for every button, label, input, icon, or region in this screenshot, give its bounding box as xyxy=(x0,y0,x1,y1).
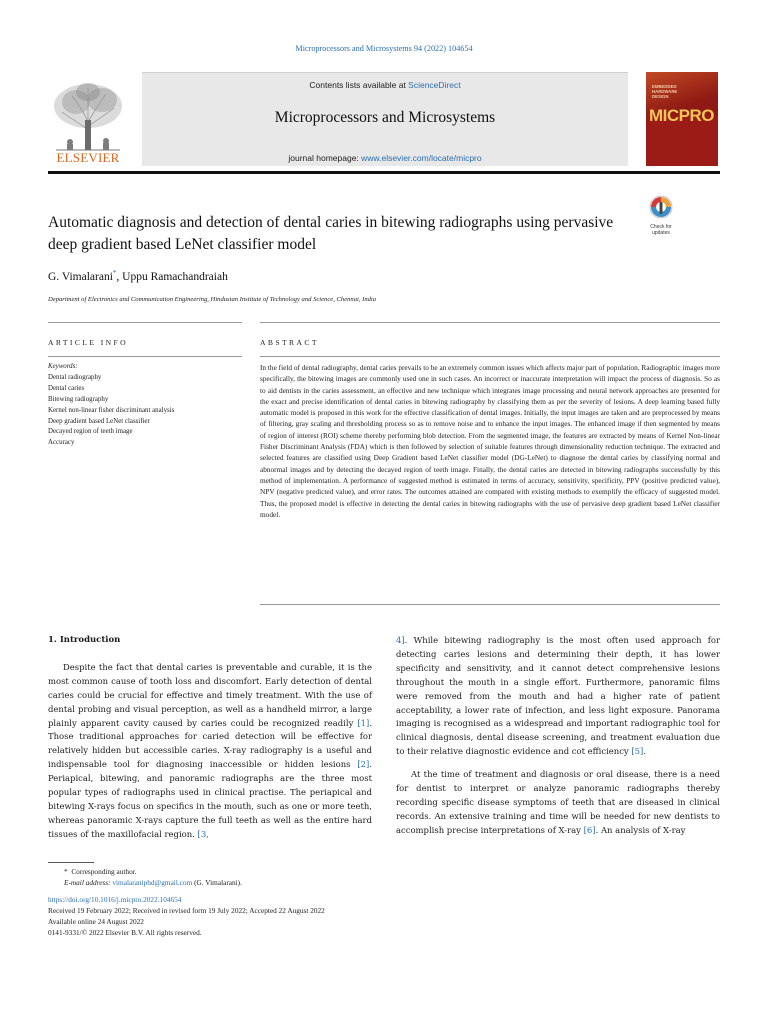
crossmark-label: Check for updates xyxy=(650,224,672,236)
email-label: E-mail address: xyxy=(64,878,113,887)
citation-link-5[interactable]: [5] xyxy=(631,746,644,757)
text-run: Despite the fact that dental caries is preventable and curable, it is the most common cause of tooth loss and discomfort. Early detection of dental caries could be crucial for effective and timely treatment. With the use of dental probing and visual perception, as well as a handheld mirror, a large plainly apparent cavity caused by caries could be recognized readily xyxy=(48,661,372,728)
footnote-rule xyxy=(48,862,94,863)
keywords-block xyxy=(48,362,242,449)
available-online: Available online 24 August 2022 xyxy=(48,917,144,926)
contents-line xyxy=(142,80,628,90)
homepage-prefix: journal homepage: xyxy=(288,153,362,163)
author-list xyxy=(48,269,228,283)
keywords-label: Keywords: xyxy=(48,363,78,370)
journal-masthead xyxy=(48,72,720,166)
body-paragraph xyxy=(396,634,720,759)
homepage-line xyxy=(142,153,628,163)
article-info-top-rule xyxy=(48,322,242,323)
section-heading-introduction: 1. Introduction xyxy=(48,635,121,645)
text-run: . While bitewing radiography is the most often used approach for detecting caries lesions and determining their depth, it has lower specificity and sensitivity, and it cannot detect comprehensive lesions throughout the mouth in a single effort. Furthermore, panoramic films were removed from the mouth and had a higher rate of patient acceptability, a lower rate of infection, and less light exposure. Panorama imaging is recognised as a widespread and important radiographic tool for clinical diagnosis, dental disease screening, and treatment evaluation due to their relative diagnostic evidence and cot efficiency xyxy=(396,635,720,757)
citation-link-3[interactable]: [3, xyxy=(197,828,209,839)
footnote-text: Corresponding author. xyxy=(71,867,137,876)
received-dates: Received 19 February 2022; Received in revised form 19 July 2022; Accepted 22 August 2022 xyxy=(48,906,325,915)
publisher-wordmark: ELSEVIER xyxy=(56,150,120,165)
footnote-mark: * xyxy=(64,867,68,876)
email-link[interactable]: vimalaraniphd@gmail.com xyxy=(112,878,193,887)
article-info-under-rule xyxy=(48,356,242,357)
body-paragraph xyxy=(48,661,372,842)
abstract-under-rule xyxy=(260,356,720,357)
abstract-text: In the field of dental radiography, dental caries prevails to be an extremely common issues which affects major part of population. Radiographic images more specifically, the bitewing images are commonly used one in such cases. An incorrect or inaccurate interpretation will impact the process of diagnosis. So as to aid dentists in the caries assessment, an effective and new technique which integrates image processing and neural network approaches are presented for the exact and precise identification of dental caries in bitewing radiography by classifying them as per the severity of lesions. A deep learning based fully automatic model is proposed in this work for the effective classification of dental images. Initially, the input images are taken and are preprocessed by means of filtering, gray scaling and thresholding process so as to remove noise and to enhance the input images. The enhanced image if then segmented by means of region of interest (ROI) scheme thereby performing blob detection. From the segmented image, the features are extracted by means of Kernel Non-linear Fisher Discriminant Analysis (FDA) which is then followed by selection of suitable features through dimensionality reduction technique. The extracted and selected features are classified using Deep Gradient based LeNet classifier model (DG-LeNet) to diagnose the dental caries by classifying normal and abnormal images and by detecting the decayed region of teeth image. Finally, the dental caries are detected in bitewing radiographs successfully by this method of implementation. A performance of suggested method is estimated in terms of accuracy, sensitivity, specificity, PPV (positive predicted value), NPV (negative predicted value), and error rates. The outcomes attained are compared with existing methods to exemplify the efficacy of suggested model. Thus, the proposed model is effective in detecting the dental caries in bitewing radiographs with the use of pervasive deep gradient based LeNet classifier model. xyxy=(260,363,720,519)
contents-prefix: Contents lists available at xyxy=(309,80,409,90)
author-ramachandraiah: , Uppu Ramachandraiah xyxy=(116,270,228,283)
doi-link[interactable]: https://doi.org/10.1016/j.micpro.2022.104654 xyxy=(48,895,182,904)
author-affiliation: Department of Electronics and Communication Engineering, Hindustan Institute of Technology and Science, Chennai, India xyxy=(48,296,377,303)
corresponding-author-note xyxy=(48,866,728,877)
text-run: At the time of treatment and diagnosis or oral disease, there is a need for dentist to interpret or analyze panoramic radiographs thereby recording specific disease symptoms of teeth that are diseased in clinical records. An extensive training and time will be needed for new dentists to accomplish precise interpretations of X-ray xyxy=(396,769,720,835)
journal-name: Microprocessors and Microsystems xyxy=(274,109,496,126)
citation-link-1[interactable]: [1] xyxy=(357,717,370,728)
crossmark-icon xyxy=(649,195,673,221)
body-paragraph xyxy=(396,768,720,838)
copyright-line: 0141-9331/© 2022 Elsevier B.V. All rights reserved. xyxy=(48,928,202,937)
abstract-bottom-rule xyxy=(260,604,720,605)
text-run: . An analysis of X-ray xyxy=(595,824,686,835)
header-divider xyxy=(48,171,720,174)
abstract-heading: ABSTRACT xyxy=(260,338,319,347)
body-column-left xyxy=(48,634,372,842)
keyword-item: Dental radiography xyxy=(48,373,102,381)
article-info-heading: ARTICLE INFO xyxy=(48,338,129,347)
cover-title: MICPRO xyxy=(649,106,714,125)
abstract-top-rule xyxy=(260,322,720,323)
citation-link-6[interactable]: [6] xyxy=(583,824,596,835)
citation-link-2[interactable]: [2] xyxy=(357,759,370,770)
footnotes-block xyxy=(48,866,728,938)
keyword-item: Deep gradient based LeNet classifier xyxy=(48,417,150,425)
keyword-item: Bitewing radiography xyxy=(48,395,109,403)
text-run: . Periapical, bitewing, and panoramic radiographs are the three most popular types of radiographs used in clinical practise. The periapical and bitewing X-rays focus on specifics in the mouth, such as one or more teeth, whereas panoramic X-rays capture the full teeth as well as the entire hard tissues of the maxillofacial region. xyxy=(48,759,372,839)
citation-link-4[interactable]: 4] xyxy=(396,635,405,645)
author-vimalarani: G. Vimalarani xyxy=(48,270,113,283)
journal-cover-thumbnail[interactable] xyxy=(646,72,718,166)
homepage-link[interactable]: www.elsevier.com/locate/micpro xyxy=(361,153,482,163)
journal-reference[interactable]: Microprocessors and Microsystems 94 (2022) 104654 xyxy=(295,44,473,53)
email-owner: (G. Vimalarani). xyxy=(192,878,242,887)
sciencedirect-link[interactable]: ScienceDirect xyxy=(408,80,461,90)
journal-info-box xyxy=(142,72,628,166)
keyword-item: Dental caries xyxy=(48,384,85,392)
email-note xyxy=(48,877,728,888)
body-column-right xyxy=(396,634,720,838)
keyword-item: Accuracy xyxy=(48,439,75,447)
corresponding-author-mark[interactable]: * xyxy=(112,269,117,277)
article-title: Automatic diagnosis and detection of dental caries in bitewing radiographs using pervasive deep gradient based LeNet classifier model xyxy=(48,214,614,253)
keyword-item: Kernel non-linear fisher discriminant analysis xyxy=(48,406,175,414)
check-for-updates-button[interactable] xyxy=(646,195,676,235)
keyword-item: Decayed region of teeth image xyxy=(48,428,133,436)
text-run: . Those traditional approaches for caried detection will be effective for relatively hidden but accessible caries. X-ray radiography is a useful and indispensable tool for diagnosing inaccessible or hidden lesions xyxy=(48,717,372,770)
text-run: . xyxy=(643,746,647,757)
cover-subtitle: EMBEDDED HARDWARE DESIGN xyxy=(652,84,678,100)
